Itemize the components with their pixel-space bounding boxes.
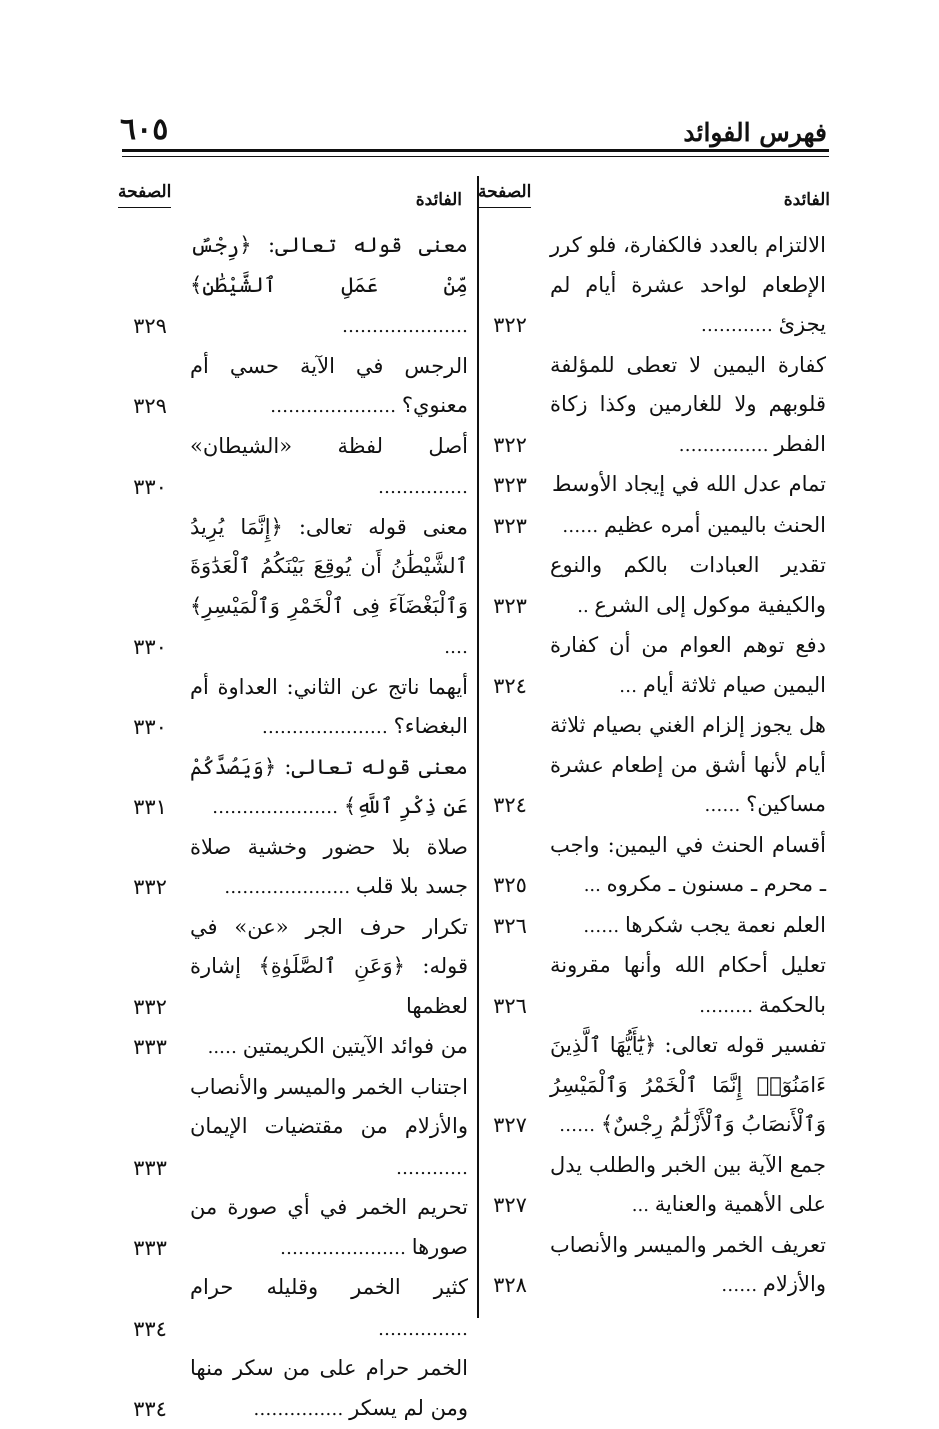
- page-number-ref: ٣٢٤: [478, 667, 542, 707]
- page-number-ref: ٣٢٣: [478, 507, 542, 547]
- index-entry: [478, 906, 838, 947]
- leader-dots: ……………: [378, 477, 468, 498]
- index-entry: [478, 546, 838, 626]
- page-number-ref: ٣٢٦: [478, 907, 542, 947]
- leader-dots: …………: [701, 315, 779, 336]
- leader-dots: …………………: [224, 877, 356, 898]
- entry-title: تعريف الخمر والميسر والأنصاب والأزلام: [550, 1233, 826, 1297]
- index-entry: [118, 668, 470, 748]
- leader-dots: ….: [444, 637, 468, 658]
- page-number-ref: ٣٢٨: [478, 1266, 542, 1306]
- header-rule-thin: [122, 156, 829, 157]
- index-entry: [118, 226, 470, 347]
- entry-title: كفارة اليمين لا تعطى للمؤلفة قلوبهم ولا للغارمين وكذا زكاة الفطر: [550, 353, 826, 456]
- right-entries-list: [478, 226, 838, 1306]
- entry-title: هل يجوز إلزام الغني بصيام ثلاثة أيام لأنها أشق من إطعام عشرة مساكين؟: [550, 713, 826, 816]
- page-number-ref: ٣٢٧: [478, 1106, 542, 1146]
- index-entry: [478, 1226, 838, 1306]
- page-number-ref: ٣٣٤: [118, 1390, 182, 1429]
- index-entry: [118, 908, 470, 1028]
- entry-title: كثير الخمر وقليله حرام: [190, 1275, 468, 1299]
- index-entry: [478, 706, 838, 826]
- index-entry: [118, 427, 470, 508]
- page-number-ref: ٣٢٥: [478, 866, 542, 906]
- index-entry: [118, 1027, 470, 1068]
- entry-title: معنى قوله تعالى: ﴿إِنَّمَا يُرِيدُ ٱلشَّيْطَٰنُ أَن يُوقِعَ بَيْنَكُمُ ٱلْعَدَٰوَةَ وَٱلْبَغْضَآءَ فِى ٱلْخَمْرِ وَٱلْمَيْسِرِ﴾: [190, 515, 468, 618]
- leader-dots: ..: [577, 596, 594, 617]
- leader-dots: ……: [559, 1115, 601, 1136]
- entry-title: تحريم الخمر في أي صورة من صورها: [190, 1195, 468, 1259]
- leader-dots: ……: [721, 1275, 763, 1296]
- entry-title: تكرار حرف الجر «عن» في قوله: ﴿وَعَنِ ٱلصَّلَوٰةِ﴾ إشارة لعظمها: [190, 915, 468, 1018]
- entry-title: جمع الآية بين الخبر والطلب يدل على الأهمية والعناية: [550, 1153, 826, 1217]
- page-column-label: الصفحة: [478, 182, 531, 202]
- page-number-ref: ٣٣٠: [118, 468, 182, 508]
- leader-dots: ……………: [679, 435, 775, 456]
- index-entry: [118, 828, 470, 908]
- entry-column-label: الفائدة: [416, 190, 462, 210]
- page-number-ref: ٣٢٦: [478, 987, 542, 1027]
- leader-dots: …………………: [262, 717, 394, 738]
- page-number-ref: ٣٢٤: [478, 786, 542, 826]
- leader-dots: ...: [632, 1195, 655, 1216]
- page-number-ref: ٣٢٣: [478, 587, 542, 627]
- entry-title: صلاة بلا حضور وخشية صلاة جسد بلا قلب: [190, 835, 468, 899]
- index-entry: [478, 1146, 838, 1226]
- leader-dots: …………………: [212, 797, 344, 818]
- left-entries-list: [118, 226, 470, 1429]
- running-title: فهرس الفوائد: [683, 118, 827, 147]
- index-entry: [478, 826, 838, 906]
- entry-title: الالتزام بالعدد فالكفارة، فلو كرر الإطعام لواحد عشرة أيام لم يجزئ: [550, 233, 826, 336]
- leader-dots: ……: [583, 916, 625, 937]
- page-number-ref: ٣٢٧: [478, 1186, 542, 1226]
- entry-title: تمام عدل الله في إيجاد الأوسط: [552, 472, 826, 496]
- page-number-ref: ٣٢٩: [118, 387, 182, 427]
- index-entry: [118, 748, 470, 828]
- index-entry: [118, 347, 470, 427]
- entry-title: تعليل أحكام الله وأنها مقرونة بالحكمة: [550, 953, 826, 1017]
- page-number: ٦٠٥: [120, 112, 168, 147]
- entry-title: أيهما ناتج عن الثاني: العداوة أم البغضاء؟: [190, 675, 468, 739]
- entry-title: الخمر حرام على من سكر منها ومن لم يسكر: [190, 1356, 468, 1420]
- leader-dots: ...: [584, 875, 607, 896]
- entry-title: تقدير العبادات بالكم والنوع والكيفية موكول إلى الشرع: [550, 553, 826, 617]
- index-entry: [118, 1268, 470, 1349]
- index-entry: [478, 226, 838, 346]
- entry-title: الرجس في الآية حسي أم معنوي؟: [190, 354, 468, 418]
- left-column: [118, 178, 470, 1429]
- entry-title: أصل لفظة «الشيطان»: [190, 434, 468, 458]
- leader-dots: ……………: [378, 1319, 468, 1340]
- page-number-ref: ٣٣٣: [118, 1149, 182, 1189]
- leader-dots: …………………: [342, 316, 468, 337]
- leader-dots: …………………: [270, 396, 402, 417]
- entry-title: العلم نعمة يجب شكرها: [625, 913, 826, 937]
- right-column: [478, 178, 838, 1306]
- page-column-label: الصفحة: [118, 182, 171, 202]
- leader-dots: ……: [704, 795, 746, 816]
- page-number-ref: ٣٣٢: [118, 868, 182, 908]
- entry-title: تفسير قوله تعالى: ﴿يَٰٓأَيُّهَا ٱلَّذِينَ ءَامَنُوٓا۟ إِنَّمَا ٱلْخَمْرُ وَٱلْمَيْسِرُ وَٱلْأَنصَابُ وَٱلْأَزْلَٰمُ رِجْسٌ﴾: [550, 1033, 826, 1136]
- page-number-ref: ٣٣١: [118, 788, 182, 828]
- page-number-ref: ٣٣٤: [118, 1310, 182, 1350]
- page-number-ref: ٣٣٠: [118, 708, 182, 748]
- index-entry: [478, 946, 838, 1026]
- index-entry: [478, 1026, 838, 1146]
- leader-dots: …..: [208, 1037, 243, 1058]
- entry-title: الحنث باليمين أمره عظيم: [604, 513, 826, 537]
- index-entry: [118, 508, 470, 668]
- index-entry: [478, 465, 838, 506]
- entry-title: معنى قوله تعالى: ﴿وَيَصُدَّكُمْ عَن ذِكْرِ ٱللَّهِ﴾: [190, 755, 468, 819]
- leader-dots: ……: [562, 516, 604, 537]
- page-number-ref: ٣٣٣: [118, 1028, 182, 1068]
- page-number-ref: ٣٣٣: [118, 1229, 182, 1269]
- entry-title: من فوائد الآيتين الكريمتين: [243, 1034, 468, 1058]
- header-rule-thick: [122, 149, 829, 152]
- leader-dots: …………: [396, 1158, 468, 1179]
- leader-dots: …: [619, 676, 643, 697]
- leader-dots: ……………: [253, 1399, 349, 1420]
- entry-column-label: الفائدة: [784, 190, 830, 210]
- index-entry: [478, 506, 838, 547]
- left-column-header: [118, 178, 470, 226]
- leader-dots: …………………: [280, 1238, 412, 1259]
- entry-title: اجتناب الخمر والميسر والأنصاب والأزلام من مقتضيات الإيمان: [190, 1075, 468, 1139]
- page-number-ref: ٣٣٠: [118, 628, 182, 668]
- entry-title: أقسام الحنث في اليمين: واجب ـ محرم ـ مسنون ـ مكروه: [550, 833, 826, 897]
- page-number-ref: ٣٢٩: [118, 307, 182, 347]
- entry-title: دفع توهم العوام من أن كفارة اليمين صيام ثلاثة أيام: [550, 633, 826, 697]
- page-number-ref: ٣٢٣: [478, 466, 542, 506]
- page-number-ref: ٣٢٢: [478, 306, 542, 346]
- index-entry: [118, 1068, 470, 1189]
- page-number-ref: ٣٢٢: [478, 426, 542, 466]
- index-entry: [478, 346, 838, 466]
- index-entry: [118, 1188, 470, 1268]
- leader-dots: ………: [699, 996, 759, 1017]
- page-number-ref: ٣٣٢: [118, 988, 182, 1028]
- index-entry: [118, 1349, 470, 1429]
- right-column-header: [478, 178, 838, 226]
- index-entry: [478, 626, 838, 706]
- entry-title: معنى قوله تعالى: ﴿رِجْسٌ مِّنْ عَمَلِ ٱلشَّيْطَٰنِ﴾: [190, 233, 468, 297]
